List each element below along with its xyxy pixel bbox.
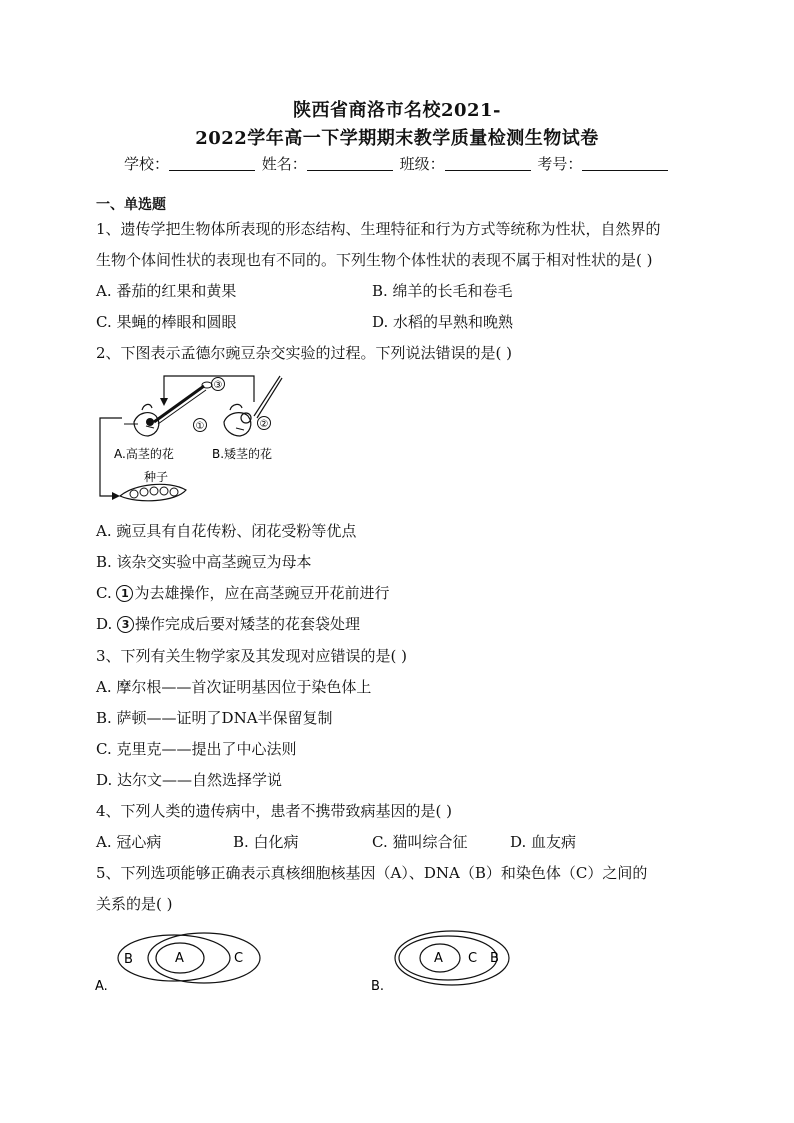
school-label: 学校： [124,155,170,173]
name-label: 姓名： [261,155,307,173]
q5-stem-line1: 5、下列选项能够正确表示真核细胞核基因（A）、DNA（B）和染色体（C）之间的 [96,864,648,882]
q5-a-label-c: C [234,951,244,966]
q1-stem-line2: 生物个体间性状的表现也有不同的。下列生物个体性状的表现不属于相对性状的是( ) [96,251,653,269]
q5-a-label-b: B [124,952,133,967]
q2-option-a: A. 豌豆具有自花传粉、闭花受粉等优点 [96,522,357,540]
label-seed: 种子 [144,470,169,484]
q5-option-b-letter: B. [371,979,385,994]
q1-option-a: A. 番茄的红果和黄果 [96,282,237,300]
exam-number-label: 考号： [537,155,583,173]
q2-option-d [96,614,360,634]
step-1-mark: ① [195,421,205,432]
q1-option-b: B. 绵羊的长毛和卷毛 [372,282,513,300]
student-info-row [124,153,670,174]
circled-three-mark: 3 [117,616,134,633]
school-blank [169,156,255,171]
q5-b-label-b: B [490,951,499,966]
q4-stem: 4、下列人类的遗传病中，患者不携带致病基因的是( ) [96,802,453,820]
q4-option-c: C. 猫叫综合征 [372,833,468,851]
q5-a-label-a: A [175,951,184,966]
class-blank [445,156,531,171]
step-3-mark: ③ [213,380,223,391]
seed-pod-icon [120,484,186,500]
q2-option-c [96,583,390,603]
forceps-icon [254,376,282,418]
label-tall-flower: A.高茎的花 [114,447,174,461]
q2-option-b: B. 该杂交实验中高茎豌豆为母本 [96,553,312,571]
label-short-flower: B.矮茎的花 [212,447,273,461]
q4-option-a: A. 冠心病 [96,833,162,851]
q5-b-label-c: C [468,951,478,966]
q3-option-b: B. 萨顿——证明了DNA半保留复制 [96,709,333,727]
q5-option-b-diagram [370,926,530,1001]
q1-option-c: C. 果蝇的棒眼和圆眼 [96,313,237,331]
q2-option-d-prefix: D. [96,615,118,633]
q1-stem-line1: 1、遗传学把生物体所表现的形态结构、生理特征和行为方式等统称为性状，自然界的 [96,220,661,238]
q5-stem-line2: 关系的是( ) [96,895,173,913]
section-heading: 一、单选题 [96,197,166,213]
exam-title-line1: 陕西省商洛市名校2021- [292,100,502,121]
q5-b-label-a: A [434,951,443,966]
q5-option-a-letter: A. [95,979,108,994]
q4-option-d: D. 血友病 [510,833,577,851]
tall-pea-flower-icon [124,404,159,436]
q2-stem: 2、下图表示孟德尔豌豆杂交实验的过程。下列说法错误的是( ) [96,344,513,362]
q4-option-b: B. 白化病 [233,833,299,851]
q2-option-d-text: 操作完成后要对矮茎的花套袋处理 [135,615,361,633]
q3-stem: 3、下列有关生物学家及其发现对应错误的是( ) [96,647,408,665]
exam-title-line2: 2022学年高一下学期期末教学质量检测生物试卷 [195,128,599,149]
circled-one-mark: 1 [116,585,133,602]
q2-option-c-prefix: C. [96,584,117,602]
q3-option-a: A. 摩尔根——首次证明基因位于染色体上 [96,678,372,696]
q2-option-c-text: 为去雄操作，应在高茎豌豆开花前进行 [134,584,390,602]
q1-option-d: D. 水稻的早熟和晚熟 [372,313,514,331]
q3-option-d: D. 达尔文——自然选择学说 [96,771,283,789]
step-2-mark: ② [259,419,269,430]
class-label: 班级： [399,155,445,173]
pea-hybridization-figure [94,370,294,510]
q3-option-c: C. 克里克——提出了中心法则 [96,740,297,758]
name-blank [307,156,393,171]
short-pea-flower-icon [224,404,251,436]
exam-number-blank [582,156,668,171]
q5-option-a-diagram [94,926,274,1001]
